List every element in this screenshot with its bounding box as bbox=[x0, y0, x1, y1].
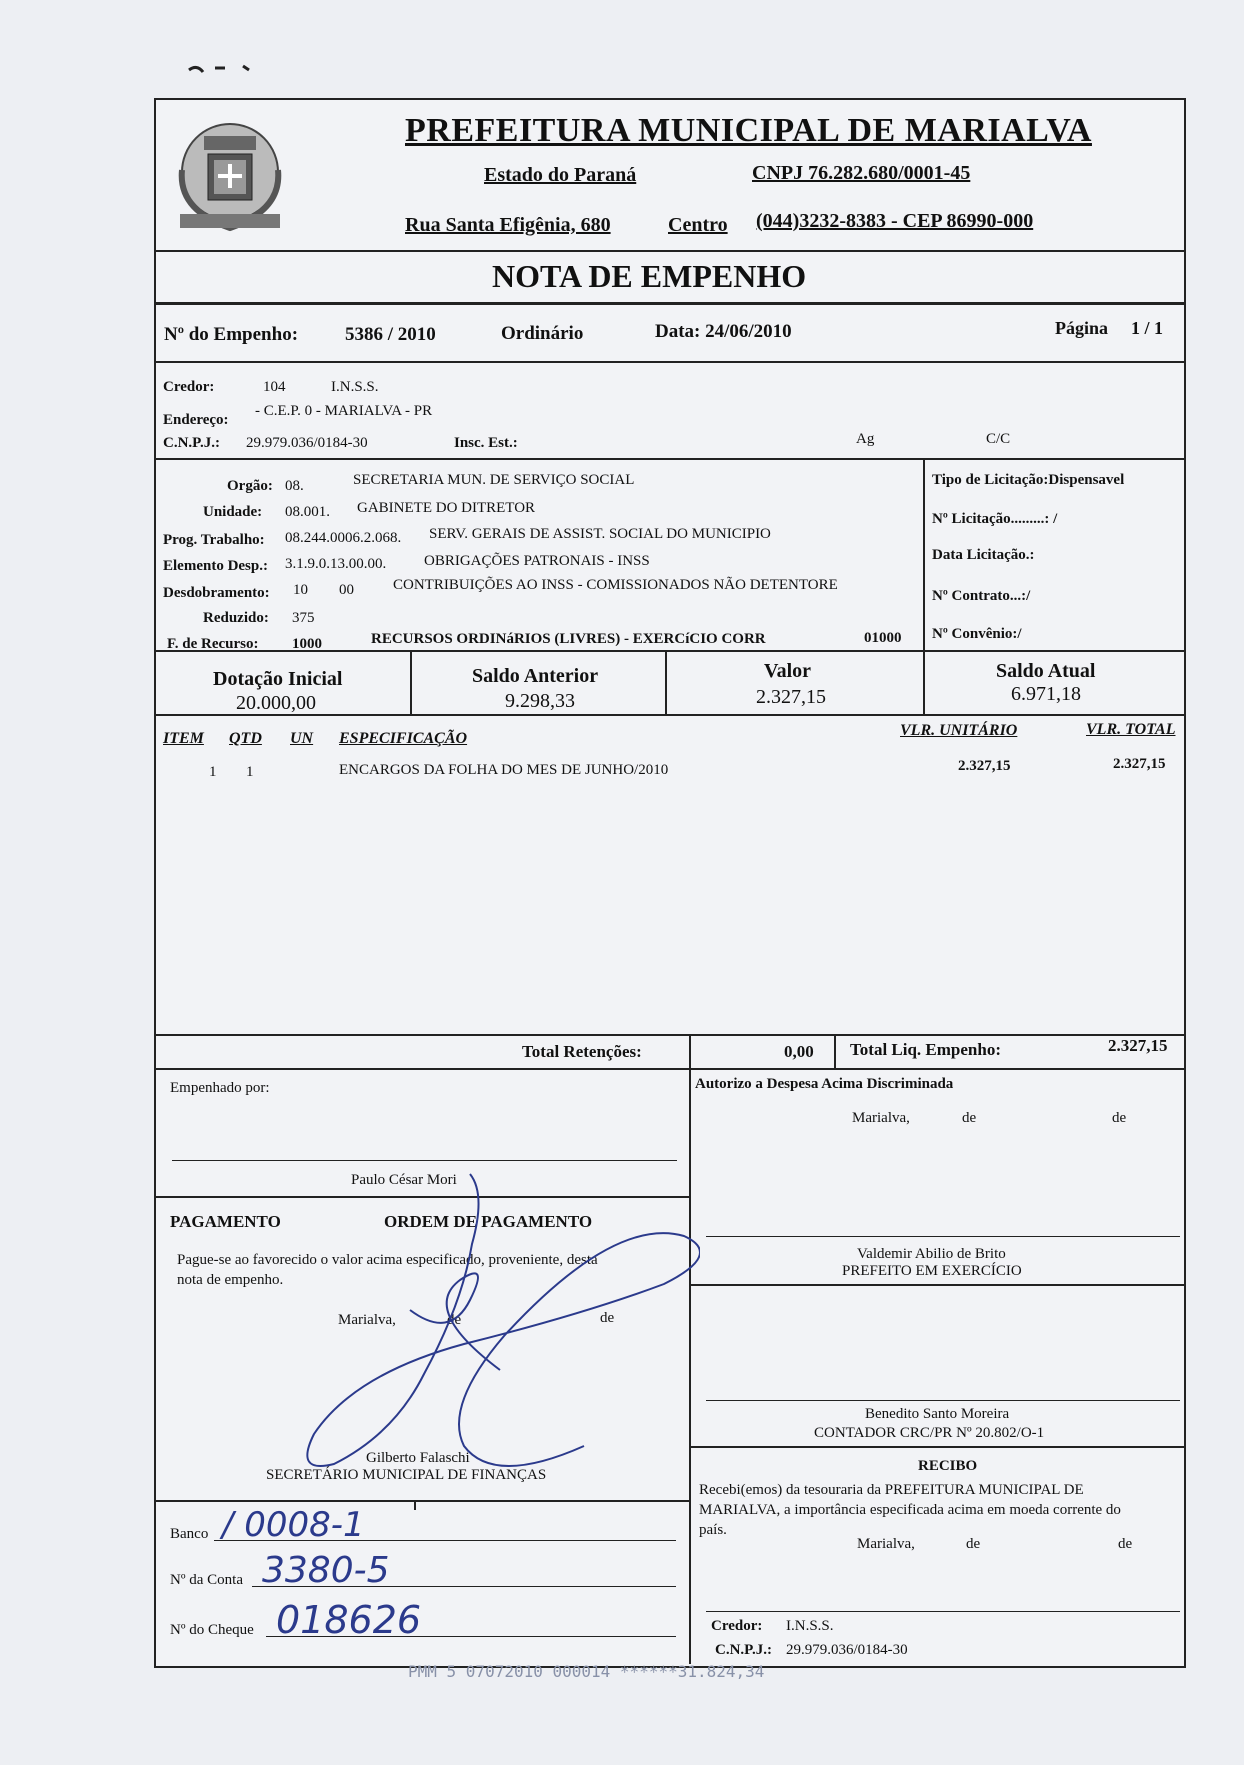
recibo-cnpj: 29.979.036/0184-30 bbox=[786, 1642, 908, 1658]
endereco-label: Endereço: bbox=[163, 412, 229, 428]
licitacao-convenio: Nº Convênio:/ bbox=[932, 626, 1022, 642]
pagamento-text1: Pague-se ao favorecido o valor acima especificado, proveniente, desta bbox=[177, 1252, 598, 1268]
col-item-header: ITEM bbox=[163, 730, 204, 747]
signature-mark bbox=[300, 1160, 700, 1490]
autorizo-de1: de bbox=[962, 1110, 977, 1126]
valor-label: Valor bbox=[764, 660, 812, 682]
header-cnpj: CNPJ 76.282.680/0001-45 bbox=[752, 162, 971, 184]
desdobramento-label: Desdobramento: bbox=[163, 585, 270, 601]
licitacao-data: Data Licitação.: bbox=[932, 547, 1035, 563]
credor-name: I.N.S.S. bbox=[331, 379, 379, 395]
recurso-name: RECURSOS ORDINáRIOS (LIVRES) - EXERCíCIO CORR bbox=[371, 631, 766, 647]
empenhado-name: Paulo César Mori bbox=[351, 1172, 457, 1188]
unidade-code: 08.001. bbox=[285, 504, 330, 520]
recibo-credor-label: Credor: bbox=[711, 1618, 763, 1634]
reduzido-value: 375 bbox=[292, 610, 315, 626]
document-title: NOTA DE EMPENHO bbox=[492, 258, 807, 294]
total-liquido-value: 2.327,15 bbox=[1108, 1036, 1168, 1055]
unidade-name: GABINETE DO DITRETOR bbox=[357, 500, 536, 516]
saldo-anterior-value: 9.298,33 bbox=[505, 690, 575, 712]
elemento-label: Elemento Desp.: bbox=[163, 558, 268, 574]
contador-cargo: CONTADOR CRC/PR Nº 20.802/O-1 bbox=[814, 1425, 1045, 1441]
prog-label: Prog. Trabalho: bbox=[163, 532, 265, 548]
empenho-type: Ordinário bbox=[501, 323, 584, 344]
recibo-credor: I.N.S.S. bbox=[786, 1618, 834, 1634]
licitacao-tipo: Tipo de Licitação:Dispensavel bbox=[932, 472, 1125, 488]
orgao-name: SECRETARIA MUN. DE SERVIÇO SOCIAL bbox=[353, 472, 635, 488]
credor-label: Credor: bbox=[163, 379, 215, 395]
page-number: 1 / 1 bbox=[1131, 318, 1164, 338]
dotacao-label: Dotação Inicial bbox=[213, 668, 343, 690]
col-unit-header: VLR. UNITÁRIO bbox=[900, 722, 1018, 739]
prefeito-cargo: PREFEITO EM EXERCÍCIO bbox=[842, 1263, 1022, 1279]
row-espec: ENCARGOS DA FOLHA DO MES DE JUNHO/2010 bbox=[339, 762, 669, 778]
top-mark bbox=[185, 58, 265, 78]
desdobramento-code2: 00 bbox=[339, 582, 354, 598]
secretario-cargo: SECRETÁRIO MUNICIPAL DE FINANÇAS bbox=[266, 1467, 547, 1483]
recurso-code: 1000 bbox=[292, 636, 322, 652]
saldo-anterior-label: Saldo Anterior bbox=[472, 665, 599, 687]
orgao-label: Orgão: bbox=[227, 478, 273, 494]
header-phone-cep: (044)3232-8383 - CEP 86990-000 bbox=[756, 210, 1034, 232]
empenhado-label: Empenhado por: bbox=[170, 1080, 270, 1096]
endereco-value: - C.E.P. 0 - MARIALVA - PR bbox=[255, 403, 433, 419]
coat-of-arms-icon bbox=[160, 110, 300, 250]
orgao-code: 08. bbox=[285, 478, 304, 494]
desdobramento-name: CONTRIBUIÇÕES AO INSS - COMISSIONADOS NÃO DETENTORE bbox=[393, 577, 838, 593]
empenho-date: Data: 24/06/2010 bbox=[655, 321, 792, 342]
cc-label: C/C bbox=[986, 431, 1011, 447]
header-title: PREFEITURA MUNICIPAL DE MARIALVA bbox=[405, 112, 1092, 149]
licitacao-numero: Nº Licitação.........: / bbox=[932, 511, 1058, 527]
secretario-name: Gilberto Falaschi bbox=[366, 1450, 470, 1466]
recurso-label: F. de Recurso: bbox=[167, 636, 259, 652]
contador-name: Benedito Santo Moreira bbox=[865, 1406, 1010, 1422]
col-espec-header: ESPECIFICAÇÃO bbox=[339, 730, 468, 747]
pagamento-text2: nota de empenho. bbox=[177, 1272, 284, 1288]
cheque-label: Nº do Cheque bbox=[170, 1622, 254, 1638]
ag-label: Ag bbox=[856, 431, 875, 447]
payment-stamp: PMM 5 07072010 000014 ******31.824,34 bbox=[408, 1662, 765, 1681]
row-unit: 2.327,15 bbox=[958, 758, 1011, 774]
insc-est-label: Insc. Est.: bbox=[454, 435, 518, 451]
pagamento-label: PAGAMENTO bbox=[170, 1212, 281, 1231]
recibo-text3: país. bbox=[699, 1522, 727, 1538]
recibo-local: Marialva, bbox=[857, 1536, 915, 1552]
recibo-text2: MARIALVA, a importância especificada acima em moeda corrente do bbox=[699, 1502, 1121, 1518]
ordem-pagamento-label: ORDEM DE PAGAMENTO bbox=[384, 1212, 593, 1231]
banco-handwritten: / 0008-1 bbox=[222, 1505, 365, 1545]
autorizo-local: Marialva, bbox=[852, 1110, 910, 1126]
valor-value: 2.327,15 bbox=[756, 686, 826, 708]
credor-cnpj-label: C.N.P.J.: bbox=[163, 435, 220, 451]
credor-cnpj: 29.979.036/0184-30 bbox=[246, 435, 368, 451]
recibo-cnpj-label: C.N.P.J.: bbox=[715, 1642, 772, 1658]
row-total: 2.327,15 bbox=[1113, 756, 1166, 772]
header-state: Estado do Paraná bbox=[484, 164, 637, 186]
unidade-label: Unidade: bbox=[203, 504, 263, 520]
recibo-label: RECIBO bbox=[918, 1458, 978, 1474]
saldo-atual-label: Saldo Atual bbox=[996, 660, 1096, 682]
elemento-name: OBRIGAÇÕES PATRONAIS - INSS bbox=[424, 553, 650, 569]
conta-label: Nº da Conta bbox=[170, 1572, 243, 1588]
recibo-de2: de bbox=[1118, 1536, 1133, 1552]
pagamento-local: Marialva, bbox=[338, 1312, 396, 1328]
cheque-handwritten: 018626 bbox=[276, 1598, 422, 1642]
col-un-header: UN bbox=[290, 730, 314, 747]
total-retencoes-label: Total Retenções: bbox=[522, 1042, 642, 1061]
autorizo-label: Autorizo a Despesa Acima Discriminada bbox=[695, 1076, 954, 1092]
pagamento-de1: de bbox=[447, 1312, 462, 1328]
prog-name: SERV. GERAIS DE ASSIST. SOCIAL DO MUNICIPIO bbox=[429, 526, 771, 542]
dotacao-value: 20.000,00 bbox=[236, 692, 316, 714]
row-qtd: 1 bbox=[246, 764, 254, 780]
total-retencoes-value: 0,00 bbox=[784, 1042, 814, 1061]
saldo-atual-value: 6.971,18 bbox=[1011, 683, 1081, 705]
empenho-number-label: Nº do Empenho: bbox=[164, 324, 299, 345]
pagamento-de2: de bbox=[600, 1310, 615, 1326]
recurso-number: 01000 bbox=[864, 630, 902, 646]
reduzido-label: Reduzido: bbox=[203, 610, 269, 626]
credor-code: 104 bbox=[263, 379, 286, 395]
prog-code: 08.244.0006.2.068. bbox=[285, 530, 402, 546]
row-item: 1 bbox=[209, 764, 217, 780]
recibo-text1: Recebi(emos) da tesouraria da PREFEITURA MUNICIPAL DE bbox=[699, 1482, 1084, 1498]
empenho-number: 5386 / 2010 bbox=[345, 324, 436, 345]
header-neighborhood: Centro bbox=[668, 214, 728, 236]
recibo-de1: de bbox=[966, 1536, 981, 1552]
col-qtd-header: QTD bbox=[229, 730, 262, 747]
elemento-code: 3.1.9.0.13.00.00. bbox=[285, 556, 387, 572]
page-label: Página bbox=[1055, 318, 1109, 338]
licitacao-contrato: Nº Contrato...:/ bbox=[932, 588, 1031, 604]
banco-label: Banco bbox=[170, 1526, 209, 1542]
conta-handwritten: 3380-5 bbox=[262, 1550, 390, 1591]
col-total-header: VLR. TOTAL bbox=[1086, 721, 1176, 738]
autorizo-de2: de bbox=[1112, 1110, 1127, 1126]
desdobramento-code1: 10 bbox=[293, 582, 308, 598]
header-address: Rua Santa Efigênia, 680 bbox=[405, 214, 611, 236]
total-liquido-label: Total Liq. Empenho: bbox=[850, 1040, 1001, 1059]
prefeito-name: Valdemir Abilio de Brito bbox=[857, 1246, 1006, 1262]
